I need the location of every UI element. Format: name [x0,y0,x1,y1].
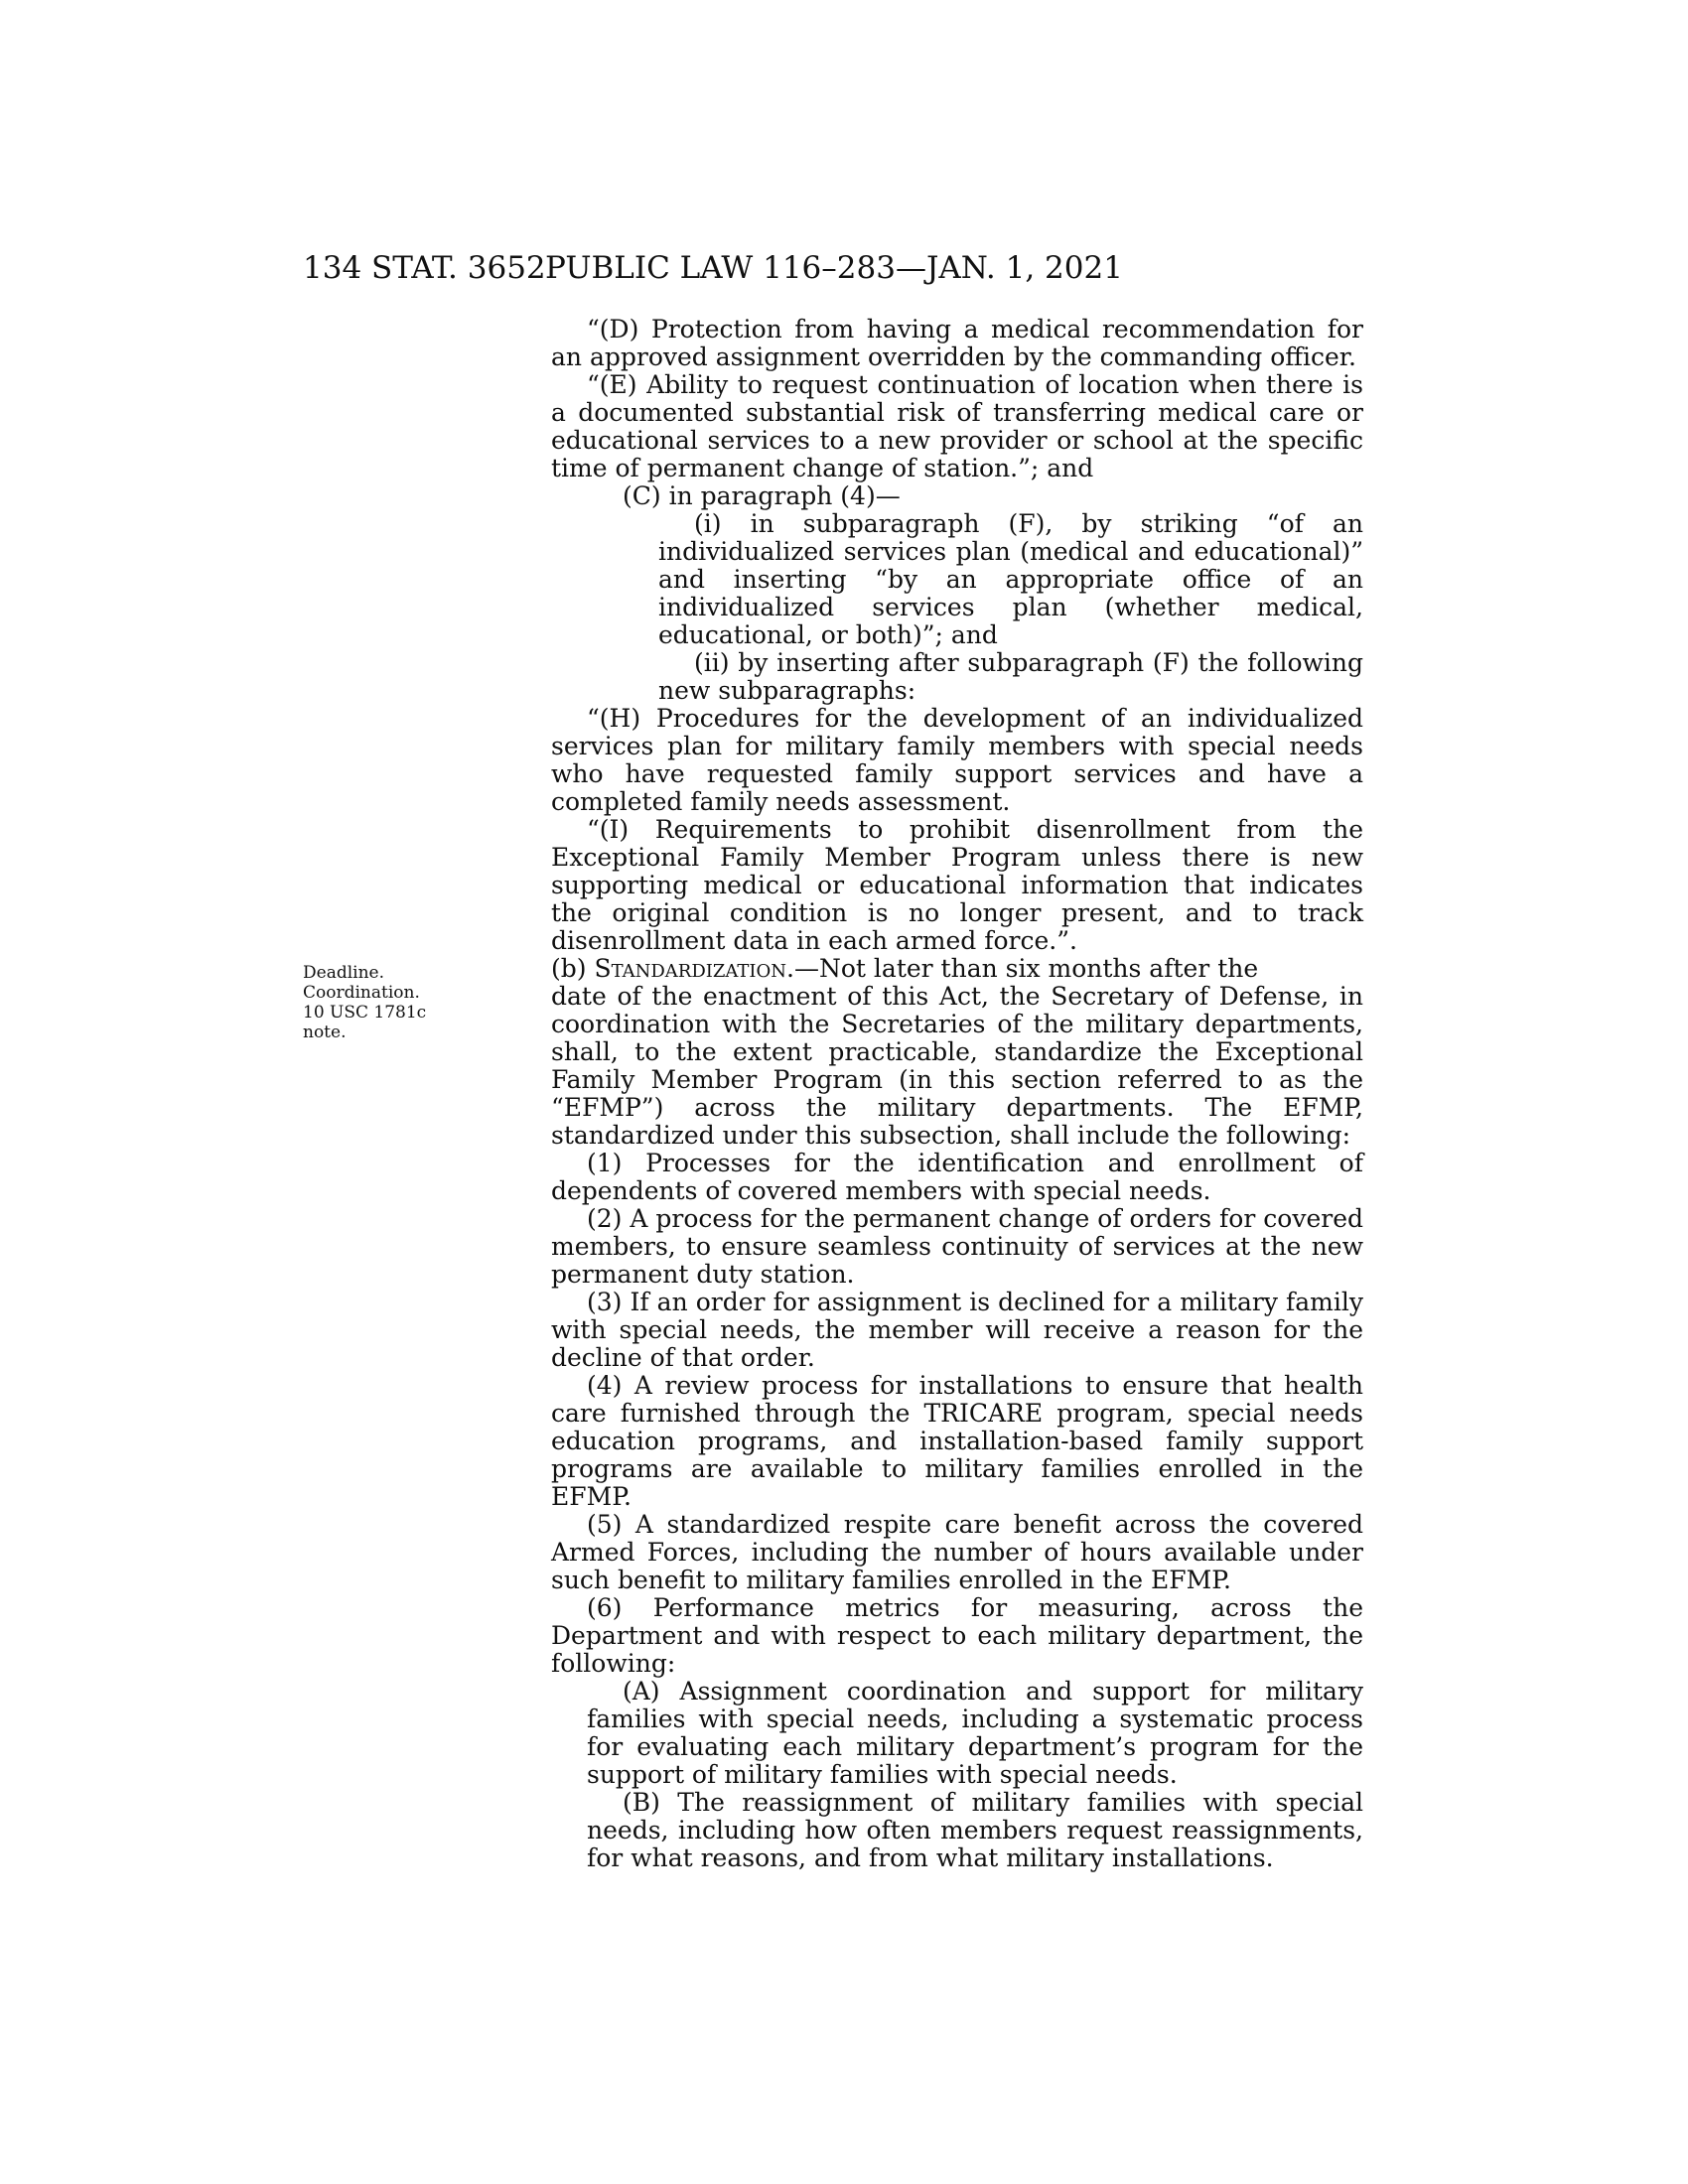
margin-note [303,963,452,1042]
margin-note-line: Coordination. [303,983,420,1003]
page-header [303,248,1365,288]
item-3: (3) If an order for assignment is declined for a military family with special needs, the member will receive a reason for the decline of that order. [551,1288,1363,1372]
item-2: (2) A process for the permanent change of orders for covered members, to ensure seamless continuity of services at the new permanent duty station. [551,1204,1363,1289]
clause-c: (C) in paragraph (4)— [623,481,901,510]
item-4: (4) A review process for installations to ensure that health care furnished through the TRICARE program, special needs education programs, and installation-based family support programs are available to military families enrolled in the EFMP. [551,1371,1363,1511]
item-1: (1) Processes for the identification and enrollment of dependents of covered members with special needs. [551,1149,1363,1205]
item-6-a: (A) Assignment coordination and support for military families with special needs, including a systematic process for evaluating each military department’s program for the support of military families with special needs. [587,1677,1363,1789]
subsection-b-lead: .—Not later than six months after the [786,954,1259,983]
subparagraph-d: “(D) Protection from having a medical recommendation for an approved assignment overridden by the commanding officer. [551,315,1363,371]
subparagraph-e: “(E) Ability to request continuation of location when there is a documented substantial risk of transferring medical care or educational services to a new provider or school at the specific time of permanent change of station.”; and [551,370,1363,482]
item-6: (6) Performance metrics for measuring, across the Department and with respect to each military department, the following: [551,1593,1363,1678]
subsection-b-title: Standardization [594,954,787,983]
clause-c-ii: (ii) by inserting after subparagraph (F) the following new subparagraphs: [658,648,1363,705]
subsection-b-heading [551,955,1363,983]
item-5: (5) A standardized respite care benefit across the covered Armed Forces, including the number of hours available under such benefit to military families enrolled in the EFMP. [551,1510,1363,1594]
statute-page-reference: 134 STAT. 3652 [303,250,546,286]
statute-body [551,316,1363,1872]
subsection-b-body: date of the enactment of this Act, the Secretary of Defense, in coordination with the Secretaries of the military departments, shall, to the extent practicable, standardize the Exceptional Family Member Program (in this section referred to as the “EFMP”) across the military departments. The EFMP, standardized under this subsection, shall include the following: [551,982,1363,1150]
margin-note-line: Deadline. [303,963,384,983]
public-law-reference: PUBLIC LAW 116–283—JAN. 1, 2021 [545,250,1123,286]
clause-c-i: (i) in subparagraph (F), by striking “of an individualized services plan (medical and educational)” and inserting “by an appropriate office of an individualized services plan (whether medical, educational, or both)”; and [658,509,1363,649]
margin-note-line: 10 USC 1781c [303,1003,427,1023]
item-6-b: (B) The reassignment of military families with special needs, including how often members request reassignments, for what reasons, and from what military installations. [587,1788,1363,1872]
subsection-b-prefix: (b) [551,954,595,983]
margin-note-line: note. [303,1023,347,1042]
subparagraph-i: “(I) Requirements to prohibit disenrollment from the Exceptional Family Member Program unless there is new supporting medical or educational information that indicates the original condition is no longer present, and to track disenrollment data in each armed force.”. [551,815,1363,955]
subparagraph-h: “(H) Procedures for the development of an individualized services plan for military family members with special needs who have requested family support services and have a completed family needs assessment. [551,704,1363,816]
